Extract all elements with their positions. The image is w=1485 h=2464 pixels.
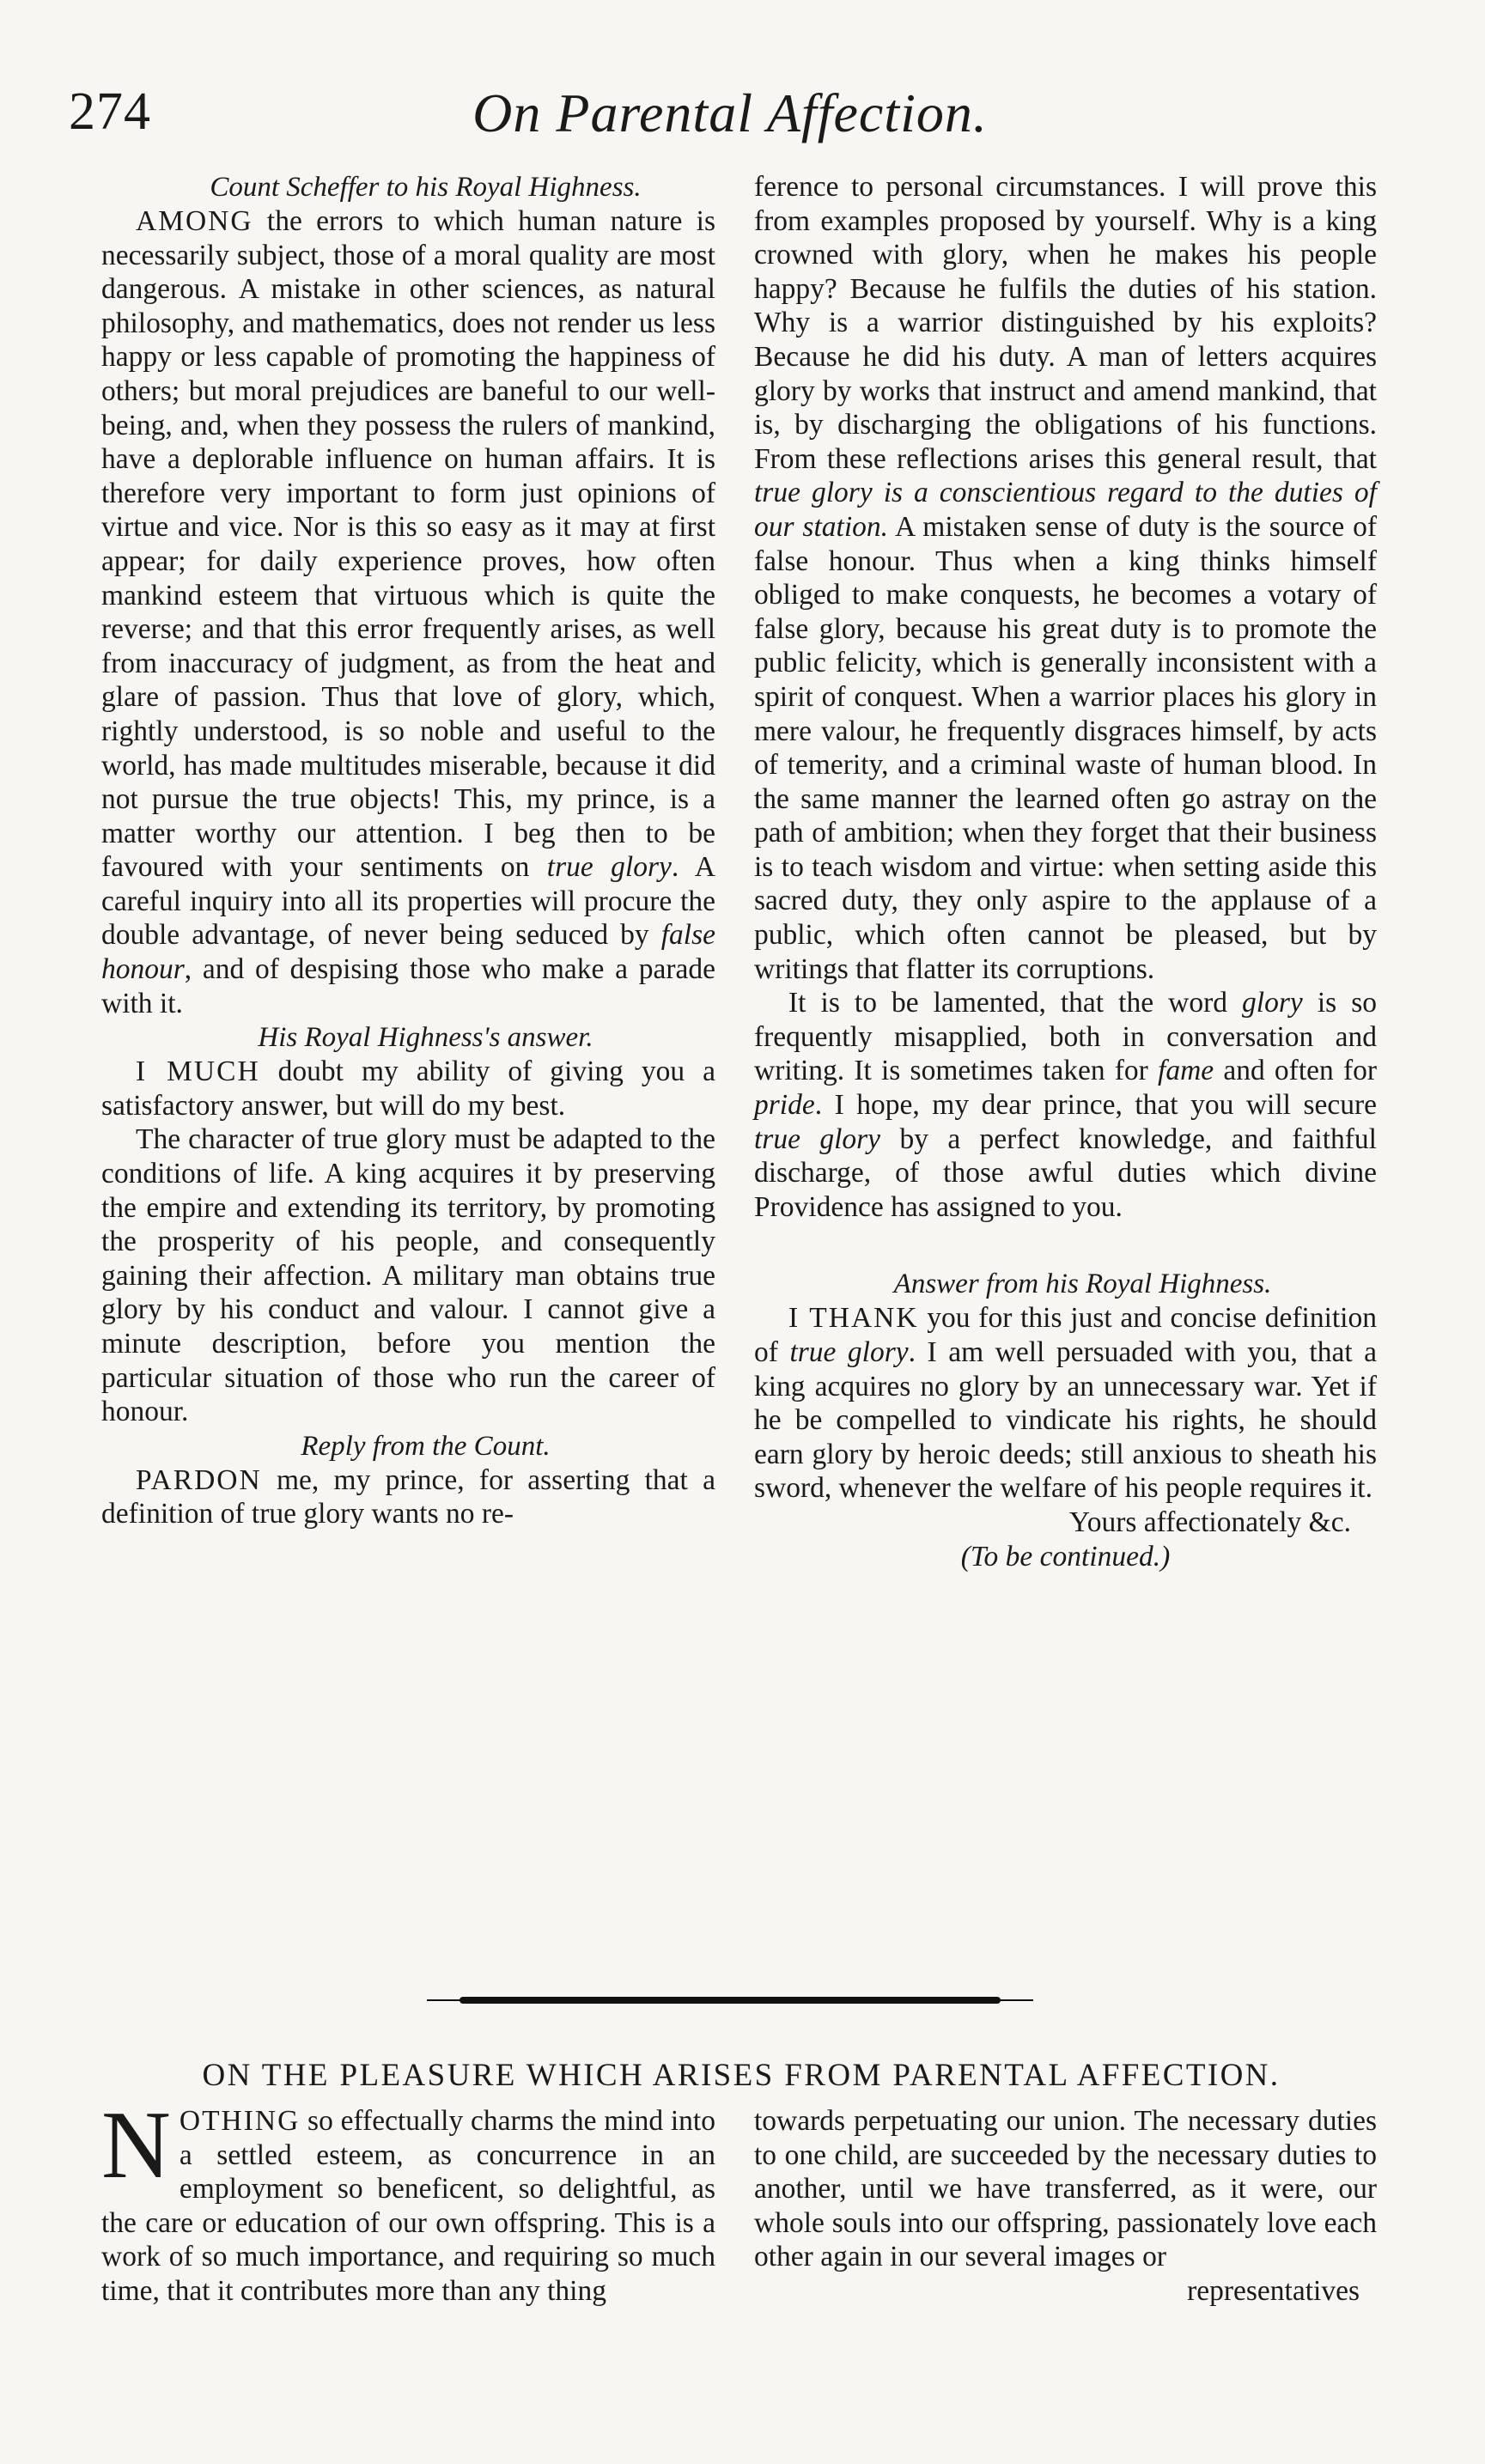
lead-word: OTHING bbox=[179, 2105, 301, 2137]
left-column bbox=[101, 170, 715, 1531]
lead-word: AMONG bbox=[136, 205, 253, 237]
paragraph: ference to personal circumstances. I will prove this from examples proposed by yourself. Why is a king crowned with glory, when he makes his people happy? Because he fulfils the duties of his station. Why is a warrior distinguished by his exploits? Because he did his duty. A man of letters acquires glory by works that instruct and amend mankind, that is, by discharging the obligations of his functions. From these reflections arises this general result, that true glory is a conscientious regard to the duties of our station. A mistaken sense of duty is the source of false honour. Thus when a king thinks himself obliged to make conquests, he becomes a votary of false glory, because his great duty is to promote the public felicity, which is generally inconsistent with a spirit of conquest. When a warrior places his glory in mere valour, he frequently disgraces himself, by acts of temerity, and a criminal waste of human blood. In the same manner the learned often go astray on the path of ambition; when they forget that their business is to teach wisdom and virtue: when setting aside this sacred duty, they only aspire to the applause of a public, which often cannot be pleased, but by writings that flatter its corruptions. bbox=[754, 171, 1378, 985]
section-divider-rule bbox=[459, 1997, 1001, 2004]
article2-right-column bbox=[754, 2104, 1377, 2309]
letter-heading-reply: Reply from the Count. bbox=[301, 1430, 551, 1462]
paragraph: AMONG the errors to which human nature is necessarily subject, those of a moral quality are most dangerous. A mistake in other sciences, as natural philosophy, and mathematics, does not render us less happy or less capable of promoting the happiness of others; but moral prejudices are baneful to our well-being, and, when they possess the rulers of mankind, have a deplorable influence on human affairs. It is therefore very important to form just opinions of virtue and vice. Nor is this so easy as it may at first appear; for daily experience proves, how often mankind esteem that virtuous which is quite the reverse; and that this error frequently arises, as well from inaccuracy of judgment, as from the heat and glare of passion. Thus that love of glory, which, rightly understood, is so noble and useful to the world, has made multitudes miserable, because it did not pursue the true objects! This, my prince, is a matter worthy our attention. I beg then to be favoured with your sentiments on true glory. A careful inquiry into all its properties will procure the double advantage, of never being seduced by false honour, and of despising those who make a parade with it. bbox=[101, 205, 715, 1019]
lead-word: I THANK bbox=[788, 1302, 919, 1335]
running-title: On Parental Affection. bbox=[472, 82, 988, 143]
page-number: 274 bbox=[69, 82, 151, 141]
right-column bbox=[754, 170, 1377, 1573]
catchword: representatives bbox=[1187, 2274, 1360, 2307]
drop-cap: N bbox=[101, 2092, 171, 2199]
paragraph: PARDON me, my prince, for asserting that a definition of true glory wants no re- bbox=[101, 1463, 715, 1530]
paragraph: towards perpetuating our union. The necessary duties to one child, are succeeded by the necessary duties to another, until we have transferred, as it were, our whole souls into our offspring, passionately love each other again in our several images or bbox=[754, 2105, 1377, 2273]
paragraph: The character of true glory must be adapted to the conditions of life. A king acquires it by preserving the empire and extending its territory, by promoting the prosperity of his people, and consequently gaining their affection. A military man obtains true glory by his conduct and valour. I cannot give a minute description, before you mention the particular situation of those who run the career of honour. bbox=[101, 1123, 715, 1428]
lead-word: I MUCH bbox=[136, 1056, 260, 1088]
paragraph: I THANK you for this just and concise definition of true glory. I am well persuaded with you, that a king acquires no glory by an unnecessary war. Yet if he be compelled to vindicate his rights, he should earn glory by heroic deeds; still anxious to sheath his sword, whenever the welfare of his people requires it. bbox=[754, 1302, 1378, 1505]
letter-heading-answer: His Royal Highness's answer. bbox=[258, 1022, 593, 1054]
signature: Yours affectionately &c. bbox=[1068, 1506, 1351, 1538]
paragraph: I MUCH doubt my ability of giving you a satisfactory answer, but will do my best. bbox=[101, 1056, 715, 1122]
to-be-continued: (To be continued.) bbox=[960, 1540, 1171, 1573]
page-header bbox=[69, 82, 1391, 150]
letter-heading-answer-2: Answer from his Royal Highness. bbox=[893, 1269, 1272, 1300]
letter-heading-count: Count Scheffer to his Royal Highness. bbox=[210, 172, 642, 203]
article2-left-column bbox=[101, 2092, 715, 2309]
article-title: ON THE PLEASURE WHICH ARISES FROM PARENTAL AFFECTION. bbox=[202, 2058, 1281, 2093]
paragraph: NOTHING so effectually charms the mind into a settled esteem, as concurrence in an employment so beneficent, so delightful, as the care or education of our own offspring. This is a work of so much importance, and requiring so much time, that it contributes more than any thing bbox=[101, 2092, 715, 2307]
paragraph: It is to be lamented, that the word glory is so frequently misapplied, both in conversation and writing. It is sometimes taken for fame and often for pride. I hope, my dear prince, that you will secure true glory by a perfect knowledge, and faithful discharge, of those awful duties which divine Providence has assigned to you. bbox=[754, 987, 1378, 1223]
lead-word: PARDON bbox=[136, 1463, 262, 1496]
